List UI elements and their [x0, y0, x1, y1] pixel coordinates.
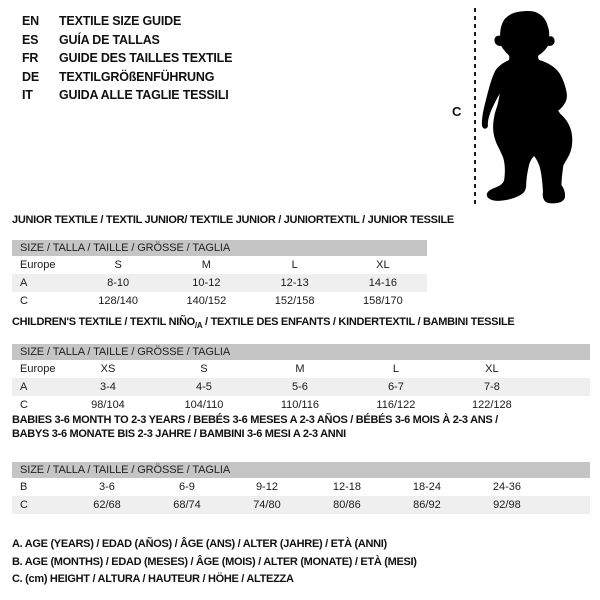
age-cell: 6-7: [348, 378, 444, 396]
height-measure-label: C: [452, 104, 462, 119]
note-age-years: A. AGE (YEARS) / EDAD (AÑOS) / ÂGE (ANS) / ALTER (JAHRE) / ETÀ (ANNI): [12, 538, 387, 550]
title-subscript: /A: [194, 321, 203, 331]
table-row: [12, 256, 427, 274]
table-row: [12, 360, 590, 378]
months-cell: 6-9: [179, 481, 195, 493]
age-cell: 4-5: [156, 378, 252, 396]
table-row: [12, 478, 590, 496]
legend-row-de: [22, 68, 232, 87]
section-childrens-textile: [12, 315, 590, 414]
height-cell: 92/98: [467, 496, 547, 514]
table-row: [12, 396, 590, 414]
size-cell: L: [392, 363, 399, 376]
size-cell: S: [200, 363, 208, 376]
junior-size-table: [12, 240, 427, 310]
height-cell: 152/158: [274, 295, 315, 307]
height-cell: 116/122: [376, 399, 416, 412]
childrens-size-table: [12, 344, 590, 414]
title-line-2: BABYS 3-6 MONATE BIS 2-3 JAHRE / BAMBINI 3-6 MESI A 2-3 ANNI: [12, 428, 346, 440]
height-cell: 98/104: [91, 399, 125, 412]
height-cell: 140/152: [186, 295, 227, 307]
guide-title-fr: GUIDE DES TAILLES TEXTILE: [59, 51, 233, 65]
legend-row-en: [22, 12, 232, 31]
row-label: A: [12, 378, 60, 396]
section-babies-textile: [12, 413, 590, 514]
height-cell: 122/128: [472, 399, 512, 412]
language-code: ES: [22, 32, 39, 47]
table-row: [12, 378, 590, 396]
age-cell: 7-8: [444, 378, 540, 396]
size-cell: XL: [485, 363, 499, 376]
row-label: Europe: [20, 259, 56, 271]
language-code: EN: [22, 14, 39, 28]
section-title: [12, 413, 590, 441]
row-label: A: [12, 274, 74, 292]
guide-title-de: TEXTILGRÖßENFÜHRUNG: [59, 69, 215, 84]
table-row: [12, 292, 427, 310]
section-junior-textile: [12, 213, 454, 310]
size-cell: XL: [376, 259, 390, 271]
row-label: B: [20, 481, 28, 493]
row-label: C: [20, 399, 28, 412]
height-cell: 158/170: [362, 295, 403, 307]
height-cell: 68/74: [147, 496, 227, 514]
language-code: IT: [22, 88, 33, 102]
size-cell: S: [114, 259, 122, 271]
age-cell: 5-6: [252, 378, 348, 396]
note-height-cm: C. (cm) HEIGHT / ALTURA / HAUTEUR / HÖHE / ALTEZZA: [12, 573, 294, 585]
legend-row-es: [22, 31, 232, 50]
height-measure-dashed-line: [474, 8, 476, 206]
size-cell: L: [291, 259, 298, 271]
row-label: C: [20, 295, 28, 307]
size-header-bar: SIZE / TALLA / TAILLE / GRÖSSE / TAGLIA: [12, 344, 590, 360]
title-text: / TEXTILE DES ENFANTS / KINDERTEXTIL / BAMBINI TESSILE: [202, 316, 515, 328]
age-cell: 12-13: [251, 274, 339, 292]
spacer-cell: [540, 378, 590, 396]
guide-title-es: GUÍA DE TALLAS: [59, 32, 160, 47]
age-cell: 8-10: [74, 274, 162, 292]
row-label: Europe: [20, 363, 56, 376]
size-cell: M: [201, 259, 211, 271]
height-cell: 104/110: [184, 399, 224, 412]
size-cell: M: [295, 363, 305, 376]
language-code: DE: [22, 69, 39, 84]
size-cell: XS: [100, 363, 116, 376]
language-legend: [22, 12, 232, 105]
legend-row-fr: [22, 49, 232, 68]
table-row: [12, 274, 427, 292]
height-cell: 86/92: [387, 496, 467, 514]
age-cell: 10-12: [162, 274, 250, 292]
size-header-bar: SIZE / TALLA / TAILLE / GRÖSSE / TAGLIA: [12, 240, 427, 256]
language-code: FR: [22, 51, 39, 65]
spacer-cell: [540, 396, 590, 414]
section-title: [12, 315, 590, 333]
height-cell: 110/116: [280, 399, 319, 412]
height-cell: 74/80: [227, 496, 307, 514]
baby-silhouette: [478, 7, 576, 209]
months-cell: 12-18: [332, 481, 362, 493]
months-cell: 3-6: [99, 481, 115, 493]
months-cell: 9-12: [255, 481, 278, 493]
guide-title-en: TEXTILE SIZE GUIDE: [59, 14, 182, 28]
height-cell: 80/86: [307, 496, 387, 514]
months-cell: 24-36: [492, 481, 521, 493]
age-cell: 3-4: [60, 378, 156, 396]
row-label: C: [12, 496, 67, 514]
guide-title-it: GUIDA ALLE TAGLIE TESSILI: [59, 88, 229, 102]
spacer-cell: [547, 478, 590, 496]
babies-size-table: [12, 462, 590, 514]
size-header-bar: SIZE / TALLA / TAILLE / GRÖSSE / TAGLIA: [12, 462, 590, 478]
footnotes: [12, 536, 417, 589]
table-row: [12, 496, 590, 514]
legend-row-it: [22, 86, 232, 105]
height-cell: 128/140: [98, 295, 138, 307]
title-line-1: BABIES 3-6 MONTH TO 2-3 YEARS / BEBÉS 3-6 MESES A 2-3 AÑOS / BÉBÉS 3-6 MOIS À 2-3 ANS /: [12, 414, 498, 426]
spacer-cell: [547, 496, 590, 514]
section-title: JUNIOR TEXTILE / TEXTIL JUNIOR/ TEXTILE JUNIOR / JUNIORTEXTIL / JUNIOR TESSILE: [12, 214, 454, 226]
spacer-cell: [540, 360, 590, 378]
height-cell: 62/68: [67, 496, 147, 514]
age-cell: 14-16: [339, 274, 427, 292]
note-age-months: B. AGE (MONTHS) / EDAD (MESES) / ÂGE (MOIS) / ALTER (MONATE) / ETÀ (MESI): [12, 555, 417, 568]
title-text: CHILDREN'S TEXTILE / TEXTIL NIÑO: [12, 316, 195, 328]
months-cell: 18-24: [412, 481, 441, 493]
